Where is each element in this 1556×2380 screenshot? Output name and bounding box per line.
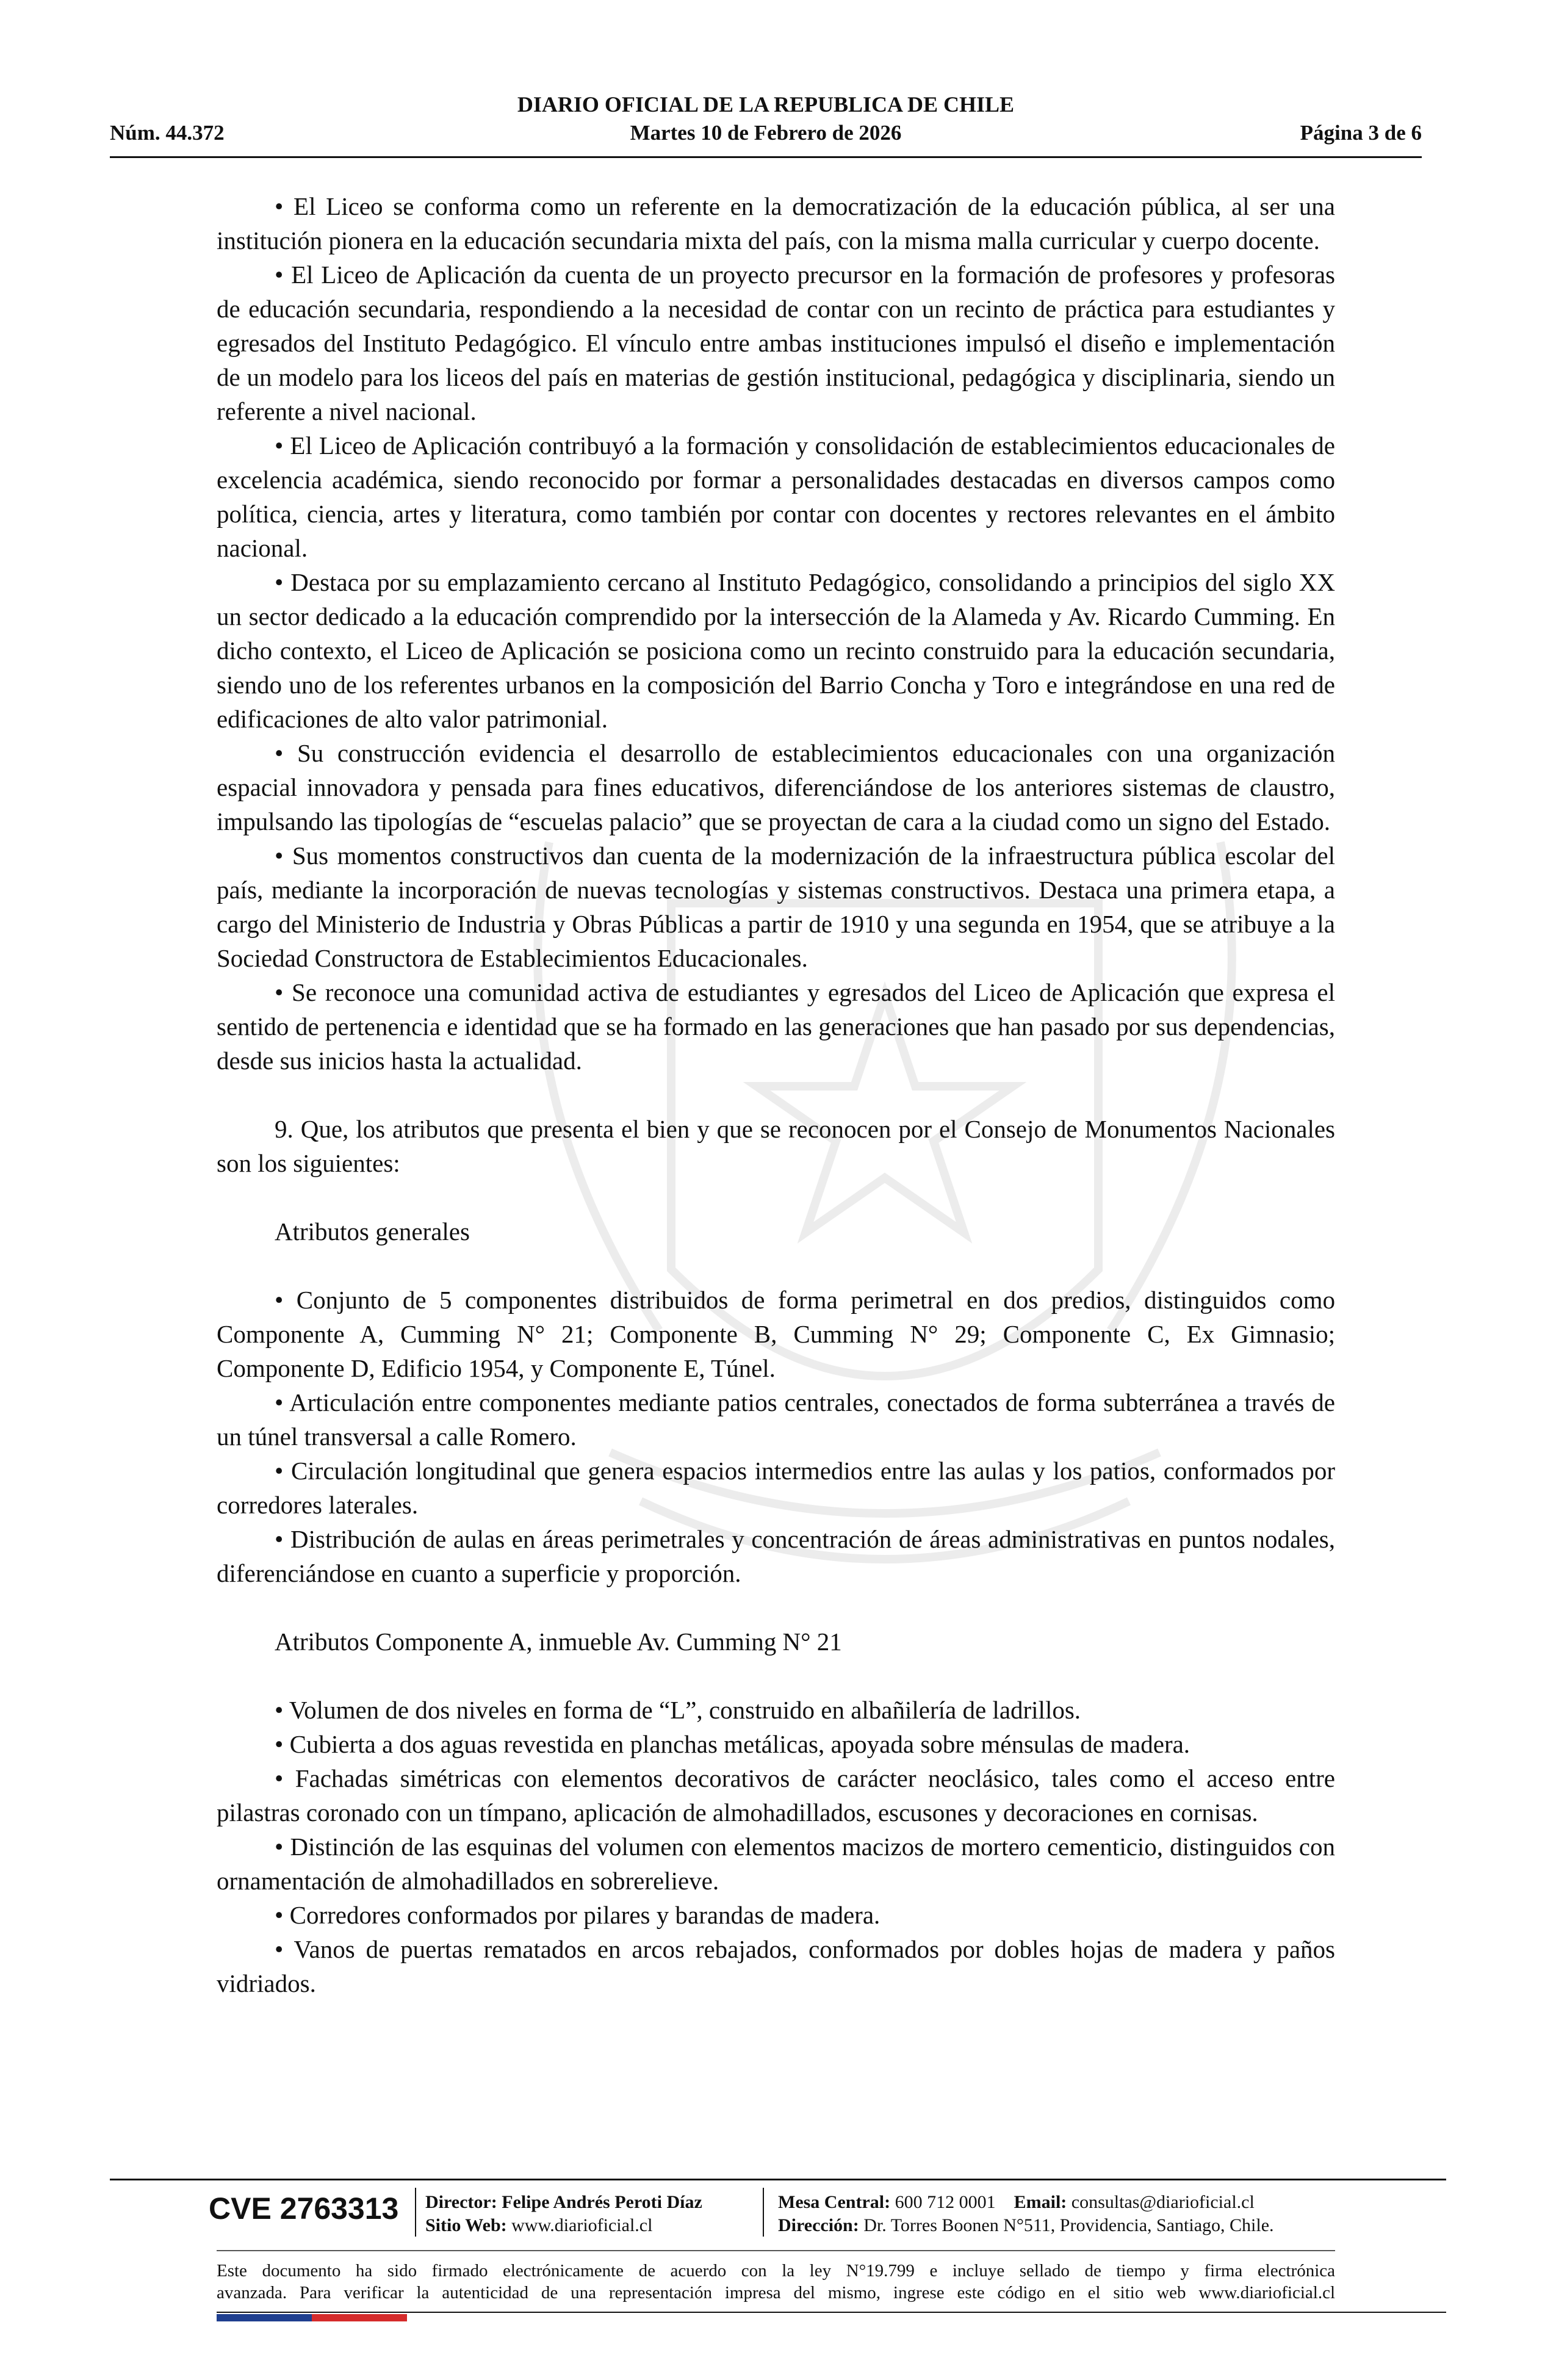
paragraph: • Su construcción evidencia el desarrollo de establecimientos educacionales con una organización espacial innovadora y pensada para fines educativos, diferenciándose de los anteriores sistemas de claustro, impulsando las tipologías de “escuelas palacio” que se proyectan de cara a la ciudad como un signo del Estado. xyxy=(217,739,1335,835)
footer-contact-block xyxy=(778,2191,1274,2237)
site-link[interactable]: www.diarioficial.cl xyxy=(511,2215,653,2235)
address-value: Dr. Torres Boonen N°511, Providencia, Santiago, Chile. xyxy=(863,2215,1274,2235)
publication-title: DIARIO OFICIAL DE LA REPUBLICA DE CHILE xyxy=(517,92,1015,117)
cve-code: CVE 2763313 xyxy=(209,2191,399,2226)
footer-separator xyxy=(763,2188,764,2237)
section-heading: Atributos generales xyxy=(275,1217,470,1246)
email-label: Email: xyxy=(1014,2192,1067,2212)
paragraph: • Articulación entre componentes mediante patios centrales, conectados de forma subterránea a través de un túnel transversal a calle Romero. xyxy=(217,1388,1335,1451)
email-link[interactable]: consultas@diarioficial.cl xyxy=(1071,2192,1255,2212)
director-label: Director: xyxy=(425,2192,497,2212)
issue-date: Martes 10 de Febrero de 2026 xyxy=(630,121,902,145)
paragraph: • Circulación longitudinal que genera espacios intermedios entre las aulas y los patios, conformados por corredores laterales. xyxy=(217,1457,1335,1519)
mesa-phone: 600 712 0001 xyxy=(895,2192,996,2212)
paragraph: 9. Que, los atributos que presenta el bien y que se reconocen por el Consejo de Monumentos Nacionales son los siguientes: xyxy=(217,1115,1335,1177)
footer-divider xyxy=(110,2179,1446,2180)
director-name: Felipe Andrés Peroti Díaz xyxy=(502,2192,702,2212)
paragraph: • Conjunto de 5 componentes distribuidos de forma perimetral en dos predios, distinguidos como Componente A, Cumming N° 21; Componente B, Cumming N° 29; Componente C, Ex Gimnasio; Componente D, Edificio 1954, y Componente E, Túnel. xyxy=(217,1286,1335,1382)
signature-notice xyxy=(217,2260,1335,2304)
address-label: Dirección: xyxy=(778,2215,859,2235)
paragraph: • El Liceo se conforma como un referente en la democratización de la educación pública, al ser una institución pionera en la educación secundaria mixta del país, con la misma malla curricular y cuerpo docente. xyxy=(217,192,1335,254)
header-divider xyxy=(110,156,1422,158)
paragraph: • Vanos de puertas rematados en arcos rebajados, conformados por dobles hojas de madera y paños vidriados. xyxy=(217,1935,1335,1997)
flag-stripe xyxy=(217,2314,407,2321)
paragraph: • El Liceo de Aplicación contribuyó a la formación y consolidación de establecimientos educacionales de excelencia académica, siendo reconocido por formar a personalidades destacadas en diversos campos como política, ciencia, artes y literatura, como también por contar con docentes y rectores relevantes en el ámbito nacional. xyxy=(217,431,1335,562)
flag-red-segment xyxy=(312,2314,407,2321)
paragraph: • Corredores conformados por pilares y barandas de madera. xyxy=(275,1901,881,1929)
footer-inner-divider xyxy=(217,2250,1335,2251)
mesa-label: Mesa Central: xyxy=(778,2192,891,2212)
notice-line: avanzada. Para verificar la autenticidad de una representación impresa del mismo, ingrese este código en el sitio web www.diarioficial.cl xyxy=(217,2283,1335,2302)
notice-line: Este documento ha sido firmado electrónicamente de acuerdo con la ley N°19.799 e incluye sellado de tiempo y firma electrónica xyxy=(217,2261,1335,2281)
site-label: Sitio Web: xyxy=(425,2215,507,2235)
footer-director-block xyxy=(425,2191,702,2237)
document-body xyxy=(217,189,1335,2000)
issue-number: Núm. 44.372 xyxy=(110,121,225,145)
page-header xyxy=(110,92,1422,159)
paragraph: • Distinción de las esquinas del volumen con elementos macizos de mortero cementicio, distinguidos con ornamentación de almohadillados en sobrerelieve. xyxy=(217,1833,1335,1895)
paragraph: • Fachadas simétricas con elementos decorativos de carácter neoclásico, tales como el acceso entre pilastras coronado con un tímpano, aplicación de almohadillados, escusones y decoraciones en cornisas. xyxy=(217,1764,1335,1826)
paragraph: • Volumen de dos niveles en forma de “L”, construido en albañilería de ladrillos. xyxy=(275,1696,1081,1724)
page-indicator: Página 3 de 6 xyxy=(1300,121,1422,145)
paragraph: • El Liceo de Aplicación da cuenta de un proyecto precursor en la formación de profesores y profesoras de educación secundaria, respondiendo a la necesidad de contar con un recinto de práctica para estudiantes y egresados del Instituto Pedagógico. El vínculo entre ambas instituciones impulsó el diseño e implementación de un modelo para los liceos del país en materias de gestión institucional, pedagógica y disciplinaria, siendo un referente a nivel nacional. xyxy=(217,261,1335,425)
footer-separator xyxy=(415,2188,416,2237)
section-heading: Atributos Componente A, inmueble Av. Cumming N° 21 xyxy=(275,1628,842,1656)
paragraph: • Cubierta a dos aguas revestida en planchas metálicas, apoyada sobre ménsulas de madera. xyxy=(275,1730,1190,1758)
footer-bottom-rule xyxy=(217,2312,1446,2313)
paragraph: • Distribución de aulas en áreas perimetrales y concentración de áreas administrativas en puntos nodales, diferenciándose en cuanto a superficie y proporción. xyxy=(217,1525,1335,1587)
flag-blue-segment xyxy=(217,2314,312,2321)
paragraph: • Se reconoce una comunidad activa de estudiantes y egresados del Liceo de Aplicación que expresa el sentido de pertenencia e identidad que se ha formado en las generaciones que han pasado por sus dependencias, desde sus inicios hasta la actualidad. xyxy=(217,978,1335,1075)
paragraph: • Sus momentos constructivos dan cuenta de la modernización de la infraestructura pública escolar del país, mediante la incorporación de nuevas tecnologías y sistemas constructivos. Destaca una primera etapa, a cargo del Ministerio de Industria y Obras Públicas a partir de 1910 y una segunda en 1954, que se atribuye a la Sociedad Constructora de Establecimientos Educacionales. xyxy=(217,842,1335,972)
paragraph: • Destaca por su emplazamiento cercano al Instituto Pedagógico, consolidando a principios del siglo XX un sector dedicado a la educación comprendido por la intersección de la Alameda y Av. Ricardo Cumming. En dicho contexto, el Liceo de Aplicación se posiciona como un recinto construido para la educación secundaria, siendo uno de los referentes urbanos en la composición del Barrio Concha y Toro e integrándose en una red de edificaciones de alto valor patrimonial. xyxy=(217,568,1335,733)
